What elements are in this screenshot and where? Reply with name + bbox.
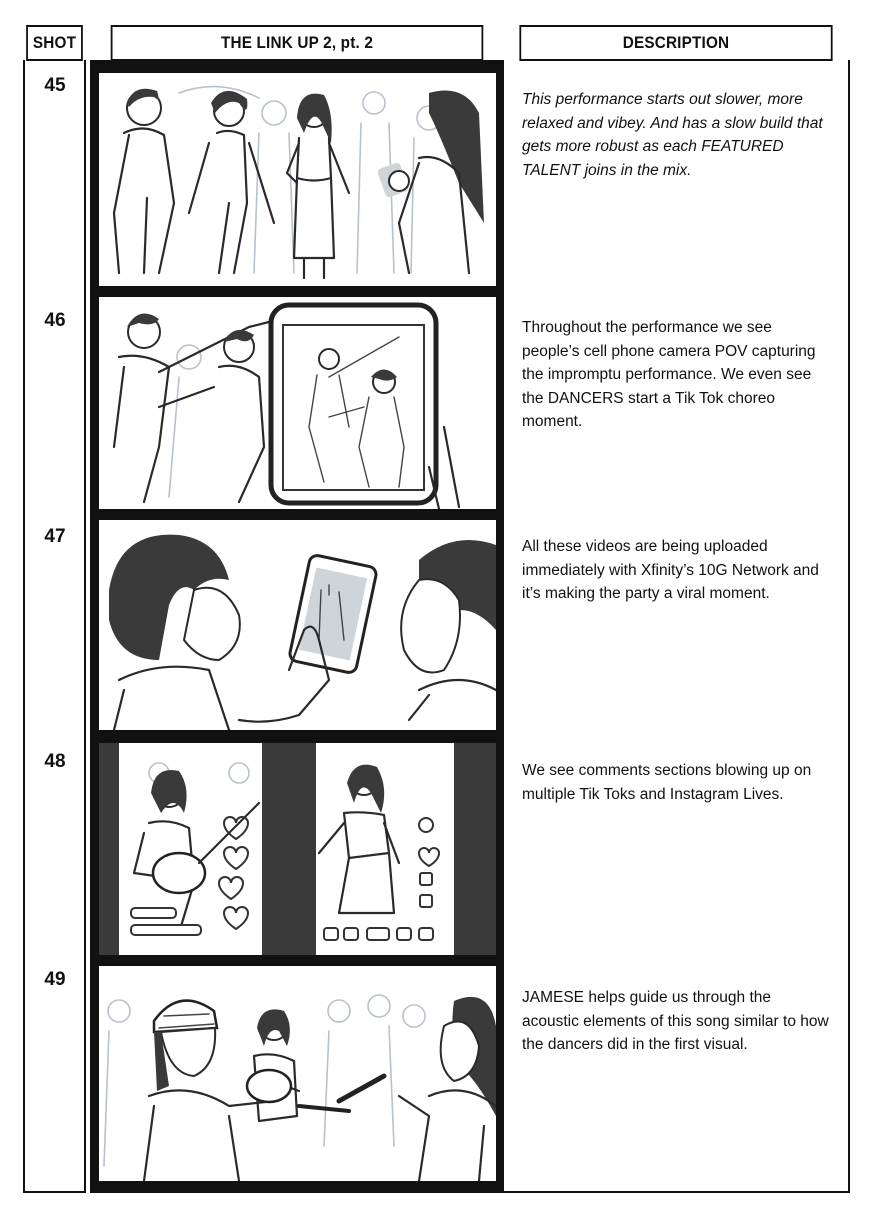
storyboard-title: THE LINK UP 2, pt. 2: [111, 25, 484, 61]
storyboard-frame-48: [99, 743, 496, 955]
sketch-phone-sharing: [99, 520, 496, 730]
shot-number: 47: [44, 526, 66, 547]
shot-description: JAMESE helps guide us through the acoustic elements of this song similar to how the dancers did in the first visual.: [522, 989, 829, 1053]
storyboard-frame-47: [99, 520, 496, 730]
shot-column-header: SHOT: [26, 25, 83, 61]
storyboard-frame-49: [99, 966, 496, 1181]
shot-description: We see comments sections blowing up on multiple Tik Toks and Instagram Lives.: [522, 762, 812, 803]
storyboard-frame-45: [99, 73, 496, 286]
sketch-social-comments: [99, 743, 496, 955]
sketch-dancers-group: [99, 73, 496, 286]
shot-description: Throughout the performance we see people’s cell phone camera POV capturing the impromptu performance. We even see the DANCERS start a Tik Tok choreo moment.: [522, 319, 816, 430]
sketch-acoustic-jam: [99, 966, 496, 1181]
shot-number: 48: [44, 751, 66, 772]
sketch-phone-pov: [99, 297, 496, 509]
description-column-header: DESCRIPTION: [519, 25, 832, 61]
shot-number: 46: [44, 310, 66, 331]
storyboard-frame-46: [99, 297, 496, 509]
shot-description: All these videos are being uploaded immediately with Xfinity’s 10G Network and it’s making the party a viral moment.: [522, 538, 819, 602]
shot-column: [23, 60, 86, 1193]
shot-number: 45: [44, 75, 66, 96]
shot-description: This performance starts out slower, more relaxed and vibey. And has a slow build that gets more robust as each FEATURED TALENT joins in the mix.: [522, 91, 823, 179]
shot-number: 49: [44, 969, 66, 990]
